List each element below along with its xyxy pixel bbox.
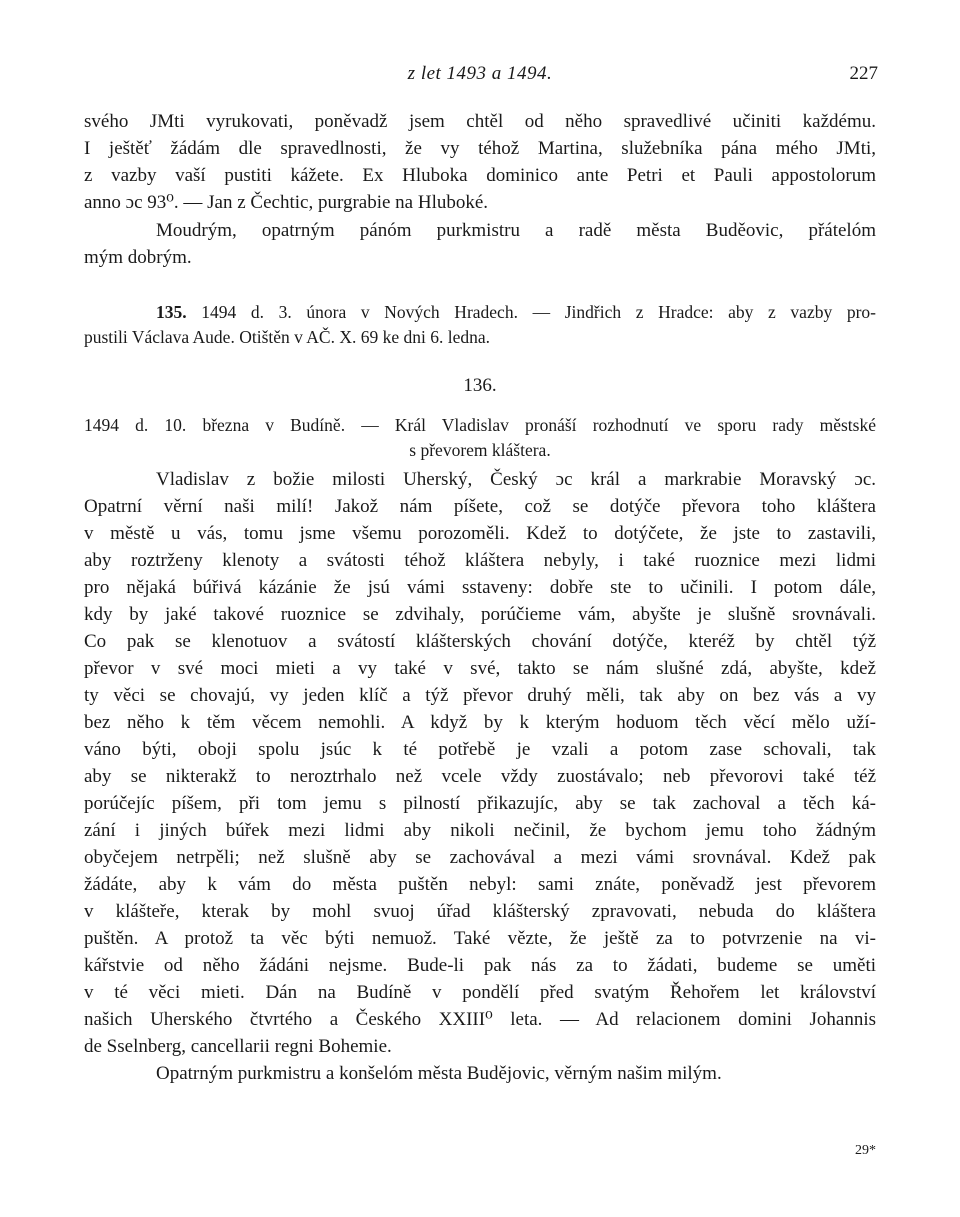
letter-address-line: Opatrným purkmistru a konšelóm města Budějovic, věrným našim milým. <box>156 1063 722 1084</box>
text-line: de Sselnberg, cancellarii regni Bohemie. <box>84 1036 392 1057</box>
text-line: pro nějaká búřivá kázánie že jsú vámi sstaveny: dobře ste to učinili. I potom dále, <box>84 577 876 598</box>
regest-line: s převorem kláštera. <box>409 440 551 460</box>
entry-136-regest <box>84 413 876 463</box>
text-line: kářstvie od něho žádáni nejsme. Bude-li pak nás za to žádati, budeme se uměti <box>84 955 876 976</box>
text-line: aby se nikterakž to neroztrhalo než vcele vždy zuostávalo; neb převorovi také též <box>84 766 876 787</box>
entry-135-line: pustili Václava Aude. Otištěn v AČ. X. 69 ke dni 6. ledna. <box>84 327 491 347</box>
text-line: Vladislav z božie milosti Uherský, Český ɔc král a markrabie Moravský ɔc. <box>156 469 876 490</box>
entry-135-regest-start: 1494 d. 3. února v Nových Hradech. — Jindřich z Hradce: aby z vazby pro- <box>201 302 876 322</box>
text-line: Co pak se klenotuov a svátostí klášterských chování dotýče, kteréž by chtěl týž <box>84 631 876 652</box>
continued-letter-text <box>84 108 876 216</box>
text-line: mým dobrým. <box>84 247 192 268</box>
text-line: převor v své moci mieti a vy také v své, takto se nám slušné zdá, abyšte, kdež <box>84 658 876 679</box>
entry-136-letter-body <box>84 466 876 1087</box>
text-line: v té věci mieti. Dán na Budíně v pondělí před svatým Řehořem let království <box>84 982 876 1003</box>
text-line: z vazby vaší pustiti kážete. Ex Hluboka dominico ante Petri et Pauli appostolorum <box>84 165 876 186</box>
text-line: porúčejíc píšem, při tom jemu s pilností přikazujíc, aby se tak zachoval a těch ká- <box>84 793 876 814</box>
text-line: obyčejem netrpěli; než slušně aby se zachovával a mezi vámi srovnával. Kdež pak <box>84 847 876 868</box>
text-line: našich Uherského čtvrtého a Českého XXIII⁰ leta. — Ad relacionem domini Johannis <box>84 1009 876 1030</box>
text-line: svého JMti vyrukovati, poněvadž jsem chtěl od něho spravedlivé učiniti každému. <box>84 111 876 132</box>
text-line: puštěn. A protož ta věc býti nemuož. Také vězte, že ještě za to potvrzenie na vi- <box>84 928 876 949</box>
text-line: v klášteře, kterak by mohl svuoj úřad klášterský zpravovati, nebuda do kláštera <box>84 901 876 922</box>
page-number: 227 <box>849 63 878 84</box>
text-line: kdy by jaké takové ruoznice se zdvihaly, porúčieme vám, abyšte je slušně srovnávali. <box>84 604 876 625</box>
text-line: Moudrým, opatrným pánóm purkmistru a radě města Buděovic, přátelóm <box>156 220 876 241</box>
text-line: ty věci se chovajú, vy jeden klíč a týž převor druhý měli, tak aby on bez vás a vy <box>84 685 876 706</box>
entry-136-number: 136. <box>463 375 497 396</box>
text-line: žádáte, aby k vám do města puštěn nebyl: sami znáte, poněvadž jest převorem <box>84 874 876 895</box>
text-line: I ještěť žádám dle spravedlnosti, že vy téhož Martina, služebníka pána mého JMti, <box>84 138 876 159</box>
regest-line: 1494 d. 10. března v Budíně. — Král Vladislav pronáší rozhodnutí ve sporu rady městské <box>84 415 876 435</box>
running-header-title: z let 1493 a 1494. <box>407 63 553 84</box>
letter-address <box>84 217 876 271</box>
entry-135-line <box>84 300 876 325</box>
text-line: Opatrní věrní naši milí! Jakož nám píšete, což se dotýče převora toho kláštera <box>84 496 876 517</box>
text-line: v městě u vás, tomu jsme všemu porozoměli. Kdež to dotýčete, že jste to zastavili, <box>84 523 876 544</box>
text-line: aby roztrženy klenoty a svátosti téhož kláštera nebyly, i také ruoznice mezi lidmi <box>84 550 876 571</box>
text-line: bez něho k těm věcem nemohli. A když by k kterým hoduom těch věcí mělo uží- <box>84 712 876 733</box>
text-line: váno býti, oboji spolu jsúc k té potřebě je vzali a potom zase schovali, tak <box>84 739 876 760</box>
entry-135-number: 135. <box>156 302 187 322</box>
text-line: anno ɔc 93⁰. — Jan z Čechtic, purgrabie na Hluboké. <box>84 192 489 213</box>
signature-mark: 29* <box>855 1143 876 1158</box>
text-line: zání i jiných búřek mezi lidmi aby nikoli nečinil, že bychom jemu toho žádným <box>84 820 876 841</box>
entry-135 <box>84 300 876 350</box>
